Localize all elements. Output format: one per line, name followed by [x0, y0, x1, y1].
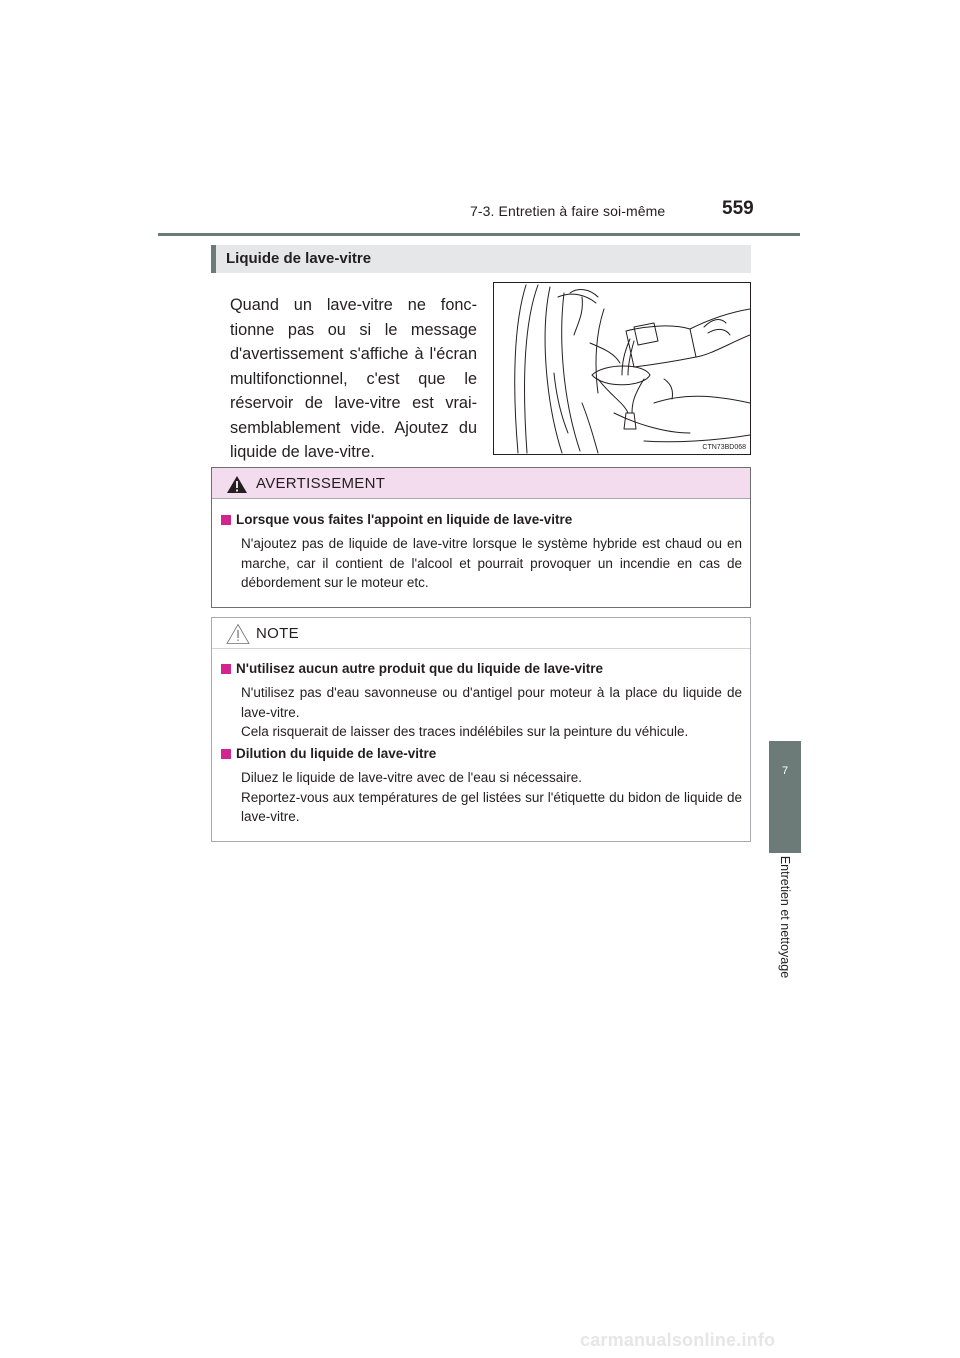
note-item1-line2: Cela risquerait de laisser des traces indélébiles sur la peinture du véhicule.	[241, 724, 689, 739]
warning-header	[212, 468, 750, 499]
intro-paragraph: Quand un lave-vitre ne fonc-tionne pas ou si le message d'avertissement s'affiche à l'écran multifonctionnel, c'est que le réservoir de lave-vitre est vrai-semblablement vide. Ajoutez du liquide de lave-vitre.	[230, 296, 477, 461]
note-item1-title	[221, 661, 603, 676]
section-heading-accent	[211, 245, 216, 273]
warning-label: AVERTISSEMENT	[256, 475, 386, 492]
warning-box	[211, 467, 751, 608]
chapter-tab[interactable]	[769, 741, 801, 853]
illustration-code: CTN73BD068	[702, 444, 746, 451]
note-item2-line1: Diluez le liquide de lave-vitre avec de l'eau si nécessaire.	[241, 770, 583, 785]
note-item2-line2: Reportez-vous aux températures de gel listées sur l'étiquette du bidon de liquide de lave-vitre.	[241, 789, 742, 824]
warning-item-title-text: Lorsque vous faites l'appoint en liquide de lave-vitre	[236, 512, 573, 527]
header-section-title: 7-3. Entretien à faire soi-même	[470, 203, 666, 219]
note-header	[212, 618, 750, 649]
chapter-number: 7	[781, 765, 789, 777]
section-heading-bar	[211, 245, 751, 273]
chapter-label	[770, 855, 800, 979]
washer-fluid-drawing	[494, 283, 750, 454]
note-item1-title-text: N'utilisez aucun autre produit que du liquide de lave-vitre	[236, 661, 604, 676]
washer-fluid-illustration	[493, 282, 751, 455]
warning-triangle-icon	[226, 475, 248, 494]
watermark: carmanualsonline.info	[580, 1330, 776, 1350]
chapter-label-text: Entretien et nettoyage	[778, 855, 792, 979]
bullet-square-icon	[221, 664, 231, 674]
header-divider	[158, 233, 800, 236]
note-item2-body	[241, 768, 742, 827]
warning-item-title	[221, 512, 572, 527]
note-box	[211, 617, 751, 842]
caution-triangle-outline-icon	[226, 623, 250, 645]
note-item1-line1: N'utilisez pas d'eau savonneuse ou d'antigel pour moteur à la place du liquide de lave-vitre.	[241, 685, 742, 720]
bullet-square-icon	[221, 515, 231, 525]
note-item2-title	[221, 746, 436, 761]
note-item2-title-text: Dilution du liquide de lave-vitre	[236, 746, 437, 761]
note-item1-body	[241, 683, 742, 742]
warning-item-body: N'ajoutez pas de liquide de lave-vitre lorsque le système hybride est chaud ou en marche, car il contient de l'alcool et pourrait provoquer un incendie en cas de débordement sur le moteur etc.	[241, 536, 742, 590]
bullet-square-icon	[221, 749, 231, 759]
note-label: NOTE	[256, 625, 299, 642]
section-title: Liquide de lave-vitre	[226, 250, 372, 267]
page-number: 559	[722, 198, 754, 219]
